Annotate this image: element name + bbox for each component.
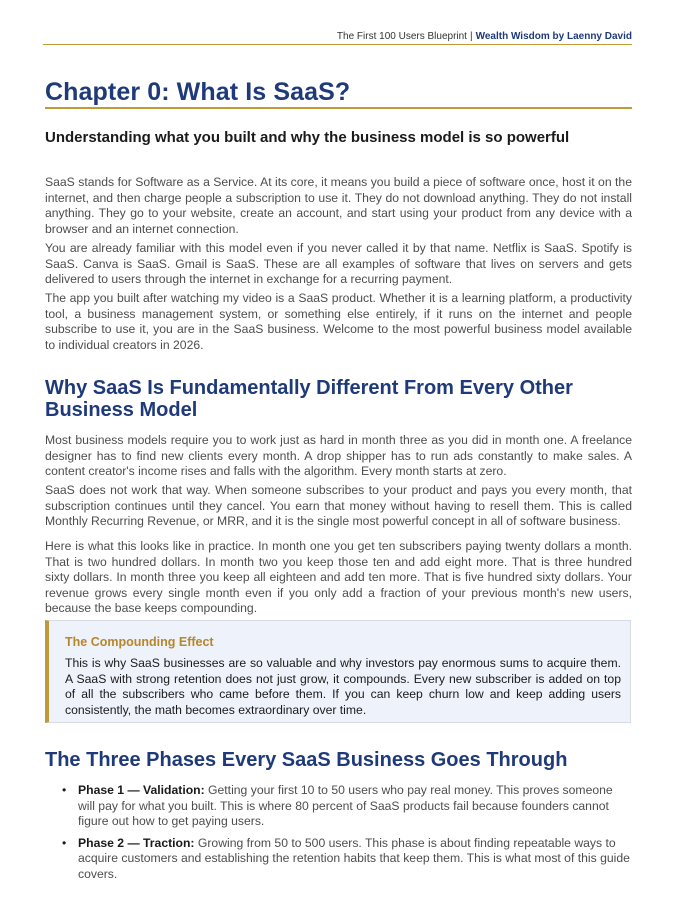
brand-name: Wealth Wisdom by Laenny David: [475, 31, 632, 42]
intro-paragraph: You are already familiar with this model even if you never called it by that name. Netflix is SaaS. Spotify is SaaS. Canva is SaaS. Gmail is SaaS. These are all examples of software that lives on servers and gets delivered to users through the internet in exchange for a recurring payment.: [45, 241, 632, 287]
phase-label: Phase 2 — Traction:: [78, 835, 195, 850]
chapter-title: Chapter 0: What Is SaaS?: [45, 78, 351, 106]
section-paragraph: Here is what this looks like in practice. In month one you get ten subscribers paying twenty dollars a month. That is two hundred dollars. In month two you keep those ten and add eight more. That is three hundred sixty dollars. In month three you keep all eighteen and add ten more. That is five hundred sixty dollars. Your revenue grows every single month even if you only add a fraction of your previous month's new users, because the base keeps compounding.: [45, 539, 632, 616]
list-item: [62, 836, 632, 883]
phase-label: Phase 1 — Validation:: [78, 783, 205, 797]
running-header: [337, 31, 632, 42]
section-heading-why-saas: Why SaaS Is Fundamentally Different From Every Other Business Model: [45, 377, 573, 421]
compounding-callout: [45, 620, 631, 723]
header-rule: [43, 44, 632, 45]
phase-description: Growing from 50 to 500 users. This phase is about finding repeatable ways to acquire customers and establishing the retention habits that keep them. This is what most of this guide covers.: [78, 835, 630, 881]
title-rule: [45, 107, 632, 109]
intro-paragraph: The app you built after watching my video is a SaaS product. Whether it is a learning platform, a productivity tool, a business management system, or something else entirely, if it runs on the internet and people subscribe to use it, you are in the SaaS business. Welcome to the most powerful business model available to individual creators in 2026.: [45, 291, 632, 352]
chapter-subtitle: Understanding what you built and why the business model is so powerful: [45, 129, 570, 146]
phase-list: [62, 783, 632, 889]
bullet: •: [62, 783, 67, 797]
callout-title: The Compounding Effect: [65, 635, 214, 649]
phase-description: Getting your first 10 to 50 users who pay real money. This proves someone will pay for what you built. This is where 80 percent of SaaS products fail because founders cannot figure out how to get paying users.: [78, 783, 613, 829]
section-paragraph: Most business models require you to work just as hard in month three as you did in month one. A freelance designer has to find new clients every month. A drop shipper has to run ads constantly to make sales. A content creator's income rises and falls with the algorithm. Every month starts at zero.: [45, 433, 632, 479]
section-paragraph: SaaS does not work that way. When someone subscribes to your product and pays you every month, that subscription continues until they cancel. You earn that money without having to resell them. This is called Monthly Recurring Revenue, or MRR, and it is the single most powerful concept in all of software business.: [45, 483, 632, 529]
section-heading-three-phases: The Three Phases Every SaaS Business Goes Through: [45, 749, 568, 771]
callout-text: This is why SaaS businesses are so valuable and why investors pay enormous sums to acquire them. A SaaS with strong retention does not just grow, it compounds. Every new subscriber is added on top of all the subscribers who came before them. If you can keep churn low and keep adding users consistently, the math becomes extraordinary over time.: [65, 656, 621, 717]
intro-paragraph: SaaS stands for Software as a Service. At its core, it means you build a piece of software once, host it on the internet, and then charge people a subscription to use it. They do not download anything. They do not install anything. They go to your website, create an account, and start using your product from any device with a browser and an internet connection.: [45, 175, 632, 236]
bullet: •: [62, 835, 67, 850]
header-separator: |: [469, 31, 473, 42]
book-title: The First 100 Users Blueprint: [336, 31, 467, 42]
list-item: [62, 783, 632, 830]
